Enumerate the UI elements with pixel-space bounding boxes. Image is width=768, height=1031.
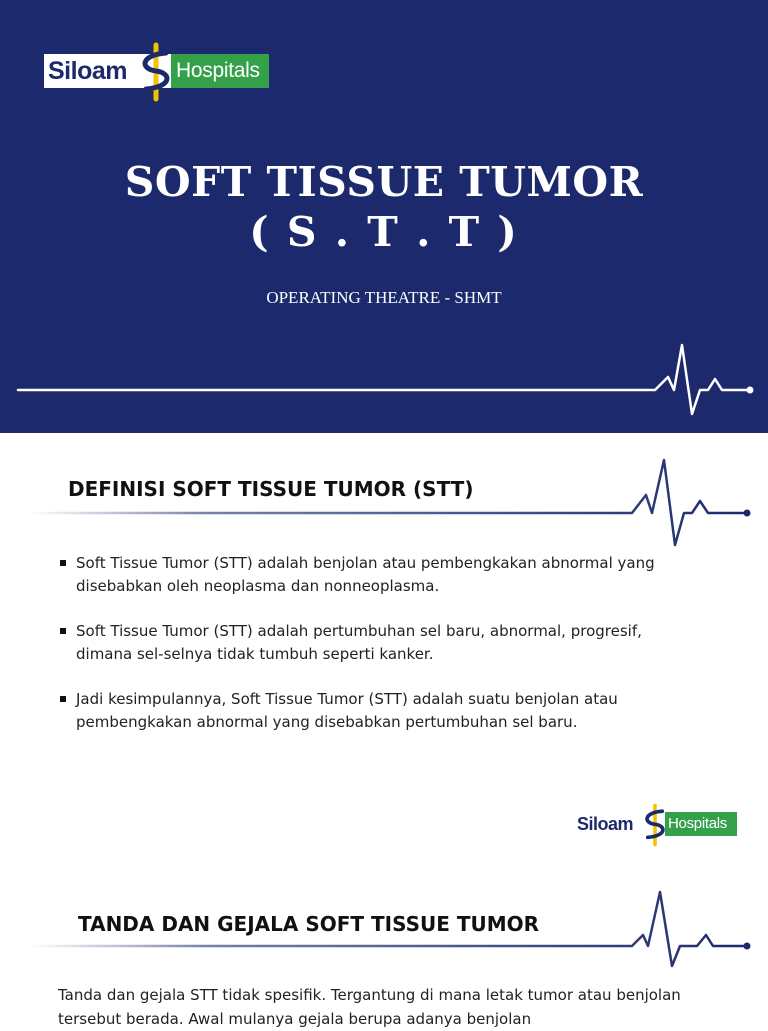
bullet-icon	[60, 696, 66, 702]
logo-word-siloam: Siloam	[577, 814, 634, 834]
list-item	[58, 688, 668, 734]
siloam-hospitals-logo	[574, 812, 737, 836]
caduceus-icon	[640, 804, 670, 846]
list-item	[58, 552, 668, 598]
title-slide	[0, 0, 768, 433]
slide-title-abbreviation: ( S . T . T )	[249, 208, 519, 256]
caduceus-icon	[136, 43, 176, 101]
list-item	[58, 620, 668, 666]
definition-bullet-list	[58, 552, 668, 754]
slide-subtitle: OPERATING THEATRE - SHMT	[266, 288, 502, 307]
siloam-hospitals-logo	[44, 54, 269, 88]
symptoms-paragraph: Tanda dan gejala STT tidak spesifik. Tergantung di mana letak tumor atau benjolan tersebut berada. Awal mulanya gejala berupa adanya benjolan	[58, 986, 681, 1028]
bullet-icon	[60, 628, 66, 634]
symptoms-heading: TANDA DAN GEJALA SOFT TISSUE TUMOR	[78, 912, 540, 936]
slide-title: SOFT TISSUE TUMOR	[124, 158, 644, 206]
heartbeat-line-icon	[0, 880, 768, 970]
logo-word-hospitals: Hospitals	[176, 59, 260, 82]
heartbeat-line-icon	[0, 340, 768, 420]
bullet-icon	[60, 560, 66, 566]
bullet-text: Soft Tissue Tumor (STT) adalah pertumbuhan sel baru, abnormal, progresif, dimana sel-selnya tidak tumbuh seperti kanker.	[76, 622, 642, 663]
logo-word-hospitals: Hospitals	[668, 815, 727, 832]
bullet-text: Soft Tissue Tumor (STT) adalah benjolan atau pembengkakan abnormal yang disebabkan oleh neoplasma dan nonneoplasma.	[76, 554, 655, 595]
heartbeat-line-icon	[0, 455, 768, 555]
logo-word-siloam: Siloam	[48, 57, 127, 85]
bullet-text: Jadi kesimpulannya, Soft Tissue Tumor (STT) adalah suatu benjolan atau pembengkakan abnormal yang disebabkan pertumbuhan sel baru.	[76, 690, 618, 731]
definition-heading: DEFINISI SOFT TISSUE TUMOR (STT)	[68, 477, 474, 501]
